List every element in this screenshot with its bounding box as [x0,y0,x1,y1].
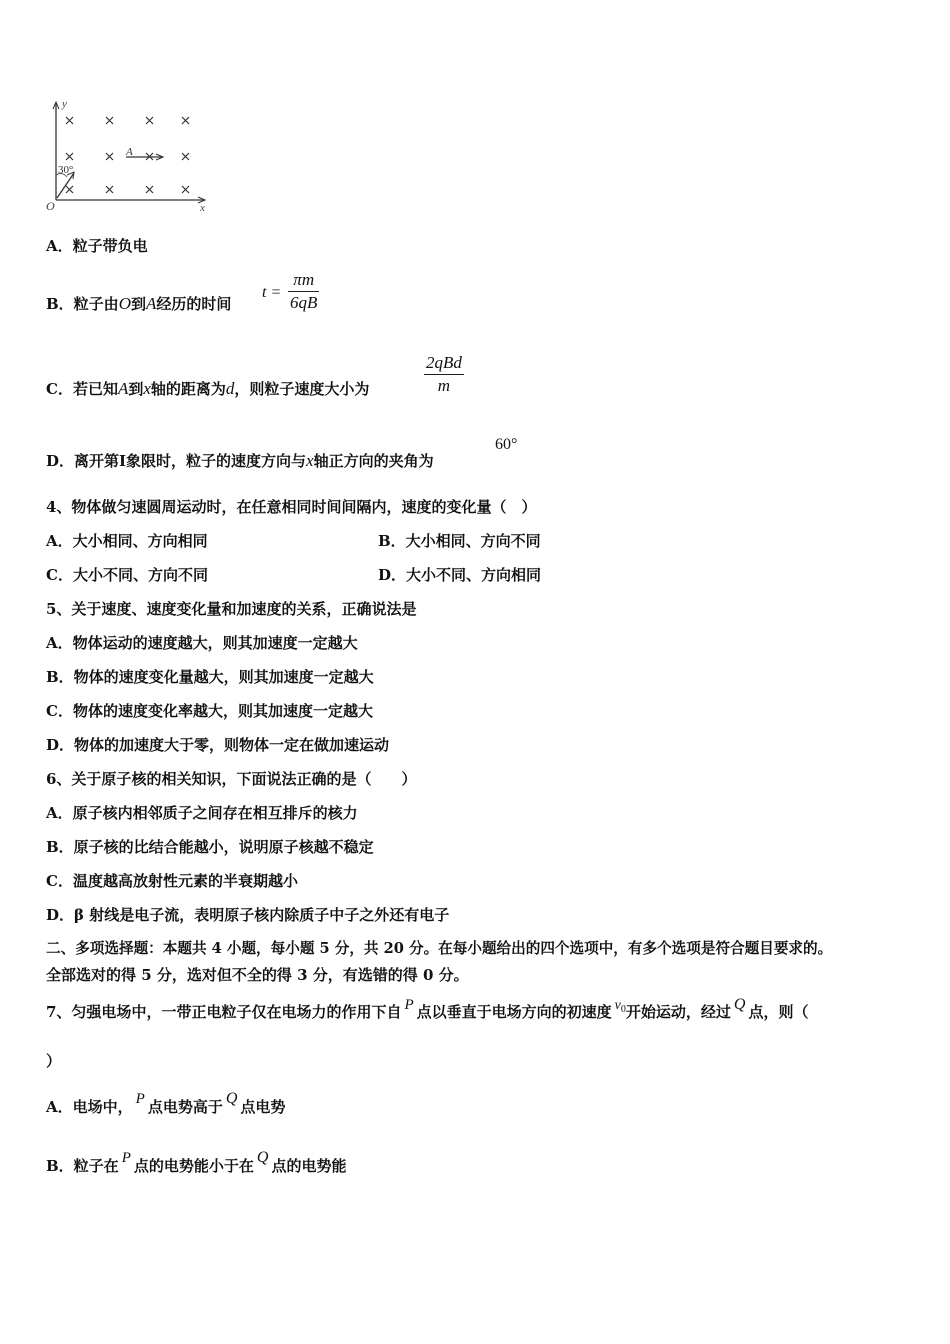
q3-optc-a: A [117,379,129,398]
q4-option-c: C．大小不同、方向不同 [46,566,208,584]
q5-option-b: B．物体的速度变化量越大，则其加速度一定越大 [46,668,374,686]
q5-stem: 5、关于速度、速度变化量和加速度的关系，正确说法是 [46,600,417,618]
q3-option-b [46,294,231,314]
q7-option-b [46,1149,347,1177]
q3-option-a: A．粒子带负电 [46,237,148,255]
q7-v0-sub: 0 [620,1004,626,1015]
q3-optc-x: x [143,379,151,398]
q3-optd-x: x [306,451,314,470]
q3-option-c [46,379,369,399]
q4-option-b: B．大小相同、方向不同 [378,532,541,550]
q3-optb-prefix: B．粒子由 [46,295,119,313]
angle-label: 30° [58,164,74,176]
q3-optc-numerator: 2qBd [424,352,464,375]
q7-stem-end: ） [46,1052,62,1070]
q4-stem: 4、物体做匀速圆周运动时，在任意相同时间间隔内，速度的变化量（ ） [46,498,537,516]
q3-optd-suffix: 轴正方向的夹角为 [313,452,434,470]
q7-stem-b: 点以垂直于电场方向的初速度 [416,1003,612,1021]
q3-optb-suffix: 经历的时间 [156,295,232,313]
q7-opta-q: Q [225,1090,238,1107]
q3-optb-denominator: 6qB [290,293,318,312]
q3-optb-o: O [118,294,131,313]
magnetic-field-diagram [40,95,220,220]
q7-q: Q [733,996,746,1013]
q5-option-c: C．物体的速度变化率越大，则其加速度一定越大 [46,702,373,720]
q7-optb-b: 点的电势能小于在 [133,1157,254,1175]
q7-opta-b: 点电势高于 [147,1098,223,1116]
q7-v0: v [614,998,621,1013]
x-axis-label: x [200,202,205,214]
q5-option-d: D．物体的加速度大于零，则物体一定在做加速运动 [46,736,390,754]
q6-stem: 6、关于原子核的相关知识，下面说法正确的是（ ） [46,770,417,788]
section2-heading-line2: 全部选对的得 5 分，选对但不全的得 3 分，有选错的得 0 分。 [46,966,469,984]
origin-label: O [46,199,55,213]
q3-optc-fraction [424,352,464,397]
q7-optb-c: 点的电势能 [271,1157,347,1175]
q7-stem-c: 开始运动，经过 [625,1003,731,1021]
q7-opta-p: P [135,1091,145,1107]
q6-option-b: B．原子核的比结合能越小，说明原子核越不稳定 [46,838,374,856]
q7-option-a [46,1090,286,1118]
q7-opta-a: A．电场中， [46,1098,133,1116]
q3-optc-prefix: C．若已知 [46,380,118,398]
q6-option-a: A．原子核内相邻质子之间存在相互排斥的核力 [46,804,358,822]
q7-stem-a: 7、匀强电场中，一带正电粒子仅在电场力的作用下自 [46,1003,402,1021]
q4-option-d: D．大小不同、方向相同 [378,566,542,584]
q3-optc-suffix: ，则粒子速度大小为 [234,380,370,398]
q7-p: P [404,997,414,1013]
q3-optd-angle: 60° [495,436,518,453]
q3-optc-d: d [225,379,235,398]
q4-option-a: A．大小相同、方向相同 [46,532,208,550]
q7-optb-q: Q [256,1149,269,1166]
section2-heading-line1: 二、多项选择题：本题共 4 小题，每小题 5 分，共 20 分。在每小题给出的四个选项中，有多个选项是符合题目要求的。 [46,940,833,957]
q3-optb-fraction [288,269,319,314]
q6-option-c: C．温度越高放射性元素的半衰期越小 [46,872,298,890]
point-a-label: A [126,146,133,158]
q7-optb-a: B．粒子在 [46,1157,119,1175]
y-axis-label: y [62,98,67,110]
q3-optb-a: A [145,294,157,313]
q5-option-a: A．物体运动的速度越大，则其加速度一定越大 [46,634,358,652]
q6-option-d: D．β 射线是电子流，表明原子核内除质子中子之外还有电子 [46,906,450,924]
q3-option-d [46,451,434,471]
q3-optb-t: t = [262,284,282,301]
q3-optc-denominator: m [437,376,451,395]
q3-optb-mid: 到 [130,295,146,313]
q7-stem-d: 点，则（ [748,1003,809,1021]
q7-stem [46,996,809,1025]
q7-opta-c: 点电势 [240,1098,286,1116]
q3-optc-mid2: 轴的距离为 [150,380,226,398]
q3-optc-mid1: 到 [128,380,144,398]
q3-optd-prefix: D．离开第Ⅰ象限时，粒子的速度方向与 [46,452,307,470]
q7-optb-p: P [121,1150,131,1166]
q3-optb-numerator: πm [288,269,319,292]
